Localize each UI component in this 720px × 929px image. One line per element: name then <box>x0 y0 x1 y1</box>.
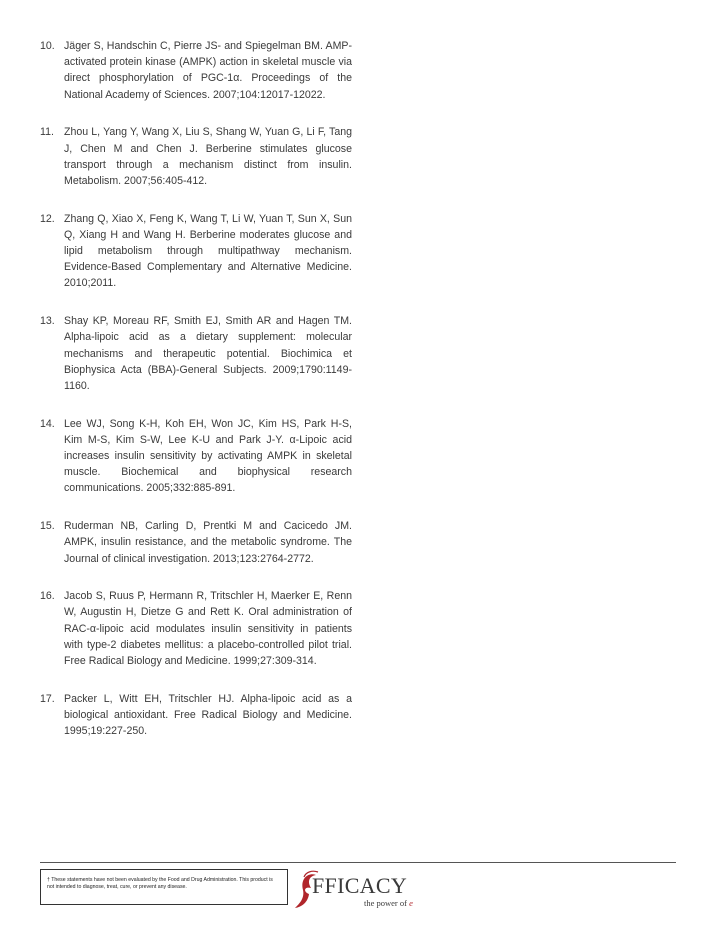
reference-text: Jäger S, Handschin C, Pierre JS- and Spiegelman BM. AMP-activated protein kinase (AMPK) action in skeletal muscle via direct phosphorylation of PGC-1α. Proceedings of the National Academy of Sciences. 2007;104:12017-12022. <box>64 40 352 101</box>
reference-number: 15. <box>40 520 55 533</box>
reference-list <box>40 38 352 761</box>
reference-text: Lee WJ, Song K-H, Koh EH, Won JC, Kim HS, Park H-S, Kim M-S, Kim S-W, Lee K-U and Park J-Y. α-Lipoic acid increases insulin sensitivity by activating AMPK in skeletal muscle. Biochemical and biophysical research communications. 2005;332:885-891. <box>64 417 352 495</box>
reference-item <box>40 313 352 394</box>
footer-divider <box>40 862 676 863</box>
efficacy-logo <box>294 866 430 916</box>
reference-number: 11. <box>40 126 54 139</box>
reference-number: 16. <box>40 590 55 603</box>
reference-text: Ruderman NB, Carling D, Prentki M and Cacicedo JM. AMPK, insulin resistance, and the metabolic syndrome. The Journal of clinical investigation. 2013;123:2764-2772. <box>64 520 352 565</box>
reference-item <box>40 38 352 103</box>
reference-text: Shay KP, Moreau RF, Smith EJ, Smith AR and Hagen TM. Alpha-lipoic acid as a dietary supplement: molecular mechanisms and therapeutic potential. Biochimica et Biophysica Acta (BBA)-General Subjects. 2009;1790:1149-1160. <box>64 315 352 392</box>
reference-text: Zhou L, Yang Y, Wang X, Liu S, Shang W, Yuan G, Li F, Tang J, Chen M and Chen J. Berberine stimulates glucose transport through a mechanism distinct from insulin. Metabolism. 2007;56:405-412. <box>64 126 352 187</box>
reference-item <box>40 211 352 292</box>
reference-item <box>40 691 352 740</box>
reference-text: Zhang Q, Xiao X, Feng K, Wang T, Li W, Yuan T, Sun X, Sun Q, Xiang H and Wang H. Berberine moderates glucose and lipid metabolism through multipathway mechanism. Evidence-Based Complementary and Alternative Medicine. 2010;2011. <box>64 212 352 290</box>
reference-number: 17. <box>40 692 55 705</box>
reference-number: 12. <box>40 212 55 225</box>
reference-item <box>40 124 352 189</box>
reference-item <box>40 518 352 567</box>
fda-disclaimer-text: † These statements have not been evaluated by the Food and Drug Administration. This product is not intended to diagnose, treat, cure, or prevent any disease. <box>47 877 273 890</box>
reference-number: 14. <box>40 417 55 430</box>
reference-item <box>40 416 352 497</box>
reference-number: 13. <box>40 315 55 328</box>
reference-text: Packer L, Witt EH, Tritschler HJ. Alpha-lipoic acid as a biological antioxidant. Free Radical Biology and Medicine. 1995;19:227-250. <box>64 692 352 738</box>
logo-wordmark: FFICACY <box>312 873 408 898</box>
fda-disclaimer-box <box>40 869 288 905</box>
reference-text: Jacob S, Ruus P, Hermann R, Tritschler H, Maerker E, Renn W, Augustin H, Dietze G and Rett K. Oral administration of RAC-α-lipoic acid modulates insulin sensitivity in patients with type-2 diabetes mellitus: a placebo-controlled pilot trial. Free Radical Biology and Medicine. 1999;27:309-314. <box>64 590 352 668</box>
reference-item <box>40 588 352 669</box>
logo-tagline: the power of e <box>364 898 413 908</box>
reference-number: 10. <box>40 40 55 52</box>
